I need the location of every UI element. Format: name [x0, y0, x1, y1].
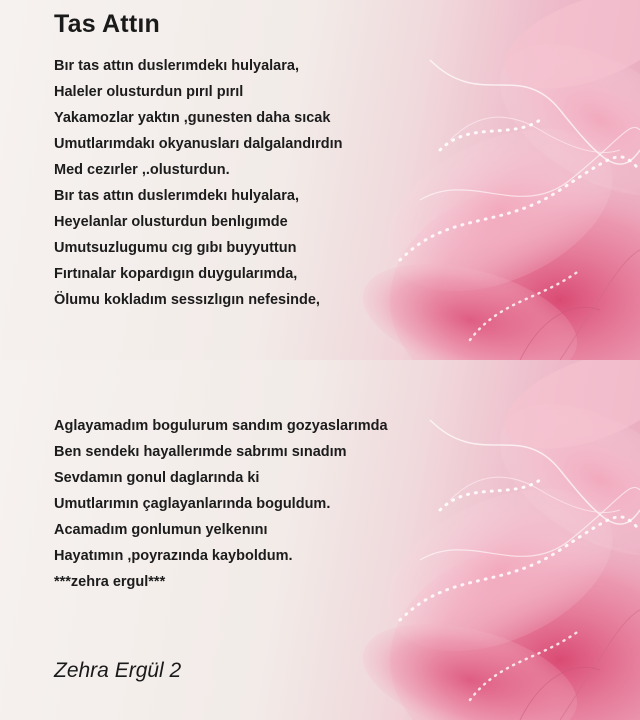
poem-line: Bır tas attın duslerımdekı hulyalara, — [54, 188, 299, 204]
poem-stanza-2 — [54, 413, 388, 595]
poem-line: Ölumu kokladım sessızlıgın nefesinde, — [54, 292, 320, 308]
poem-line: ***zehra ergul*** — [54, 574, 166, 590]
poem-line: Haleler olusturdun pırıl pırıl — [54, 84, 244, 100]
poem-title: Tas Attın — [54, 10, 160, 38]
poem-line: Hayatımın ,poyrazında kayboldum. — [54, 548, 293, 564]
poem-line: Yakamozlar yaktın ,gunesten daha sıcak — [54, 110, 331, 126]
poem-line: Acamadım gonlumun yelkenını — [54, 522, 268, 538]
poem-line: Umutlarımın çaglayanlarında boguldum. — [54, 496, 331, 512]
poem-line: Heyelanlar olusturdun benlıgımde — [54, 214, 288, 230]
poem-line: Sevdamın gonul daglarında ki — [54, 470, 260, 486]
poem-line: Bır tas attın duslerımdekı hulyalara, — [54, 58, 299, 74]
poem-line: Umutsuzlugumu cıg gıbı buyyuttun — [54, 240, 297, 256]
poem-line: Fırtınalar kopardıgın duygularımda, — [54, 266, 298, 282]
poem-line: Med cezırler ,.olusturdun. — [54, 162, 230, 178]
poem-author: Zehra Ergül 2 — [54, 659, 182, 682]
poem-line: Aglayamadım bogulurum sandım gozyaslarımda — [54, 418, 388, 434]
poem-stanza-1 — [54, 53, 342, 313]
poem-line: Ben sendekı hayallerımde sabrımı sınadım — [54, 444, 347, 460]
poem-line: Umutlarımdakı okyanusları dalgalandırdın — [54, 136, 343, 152]
